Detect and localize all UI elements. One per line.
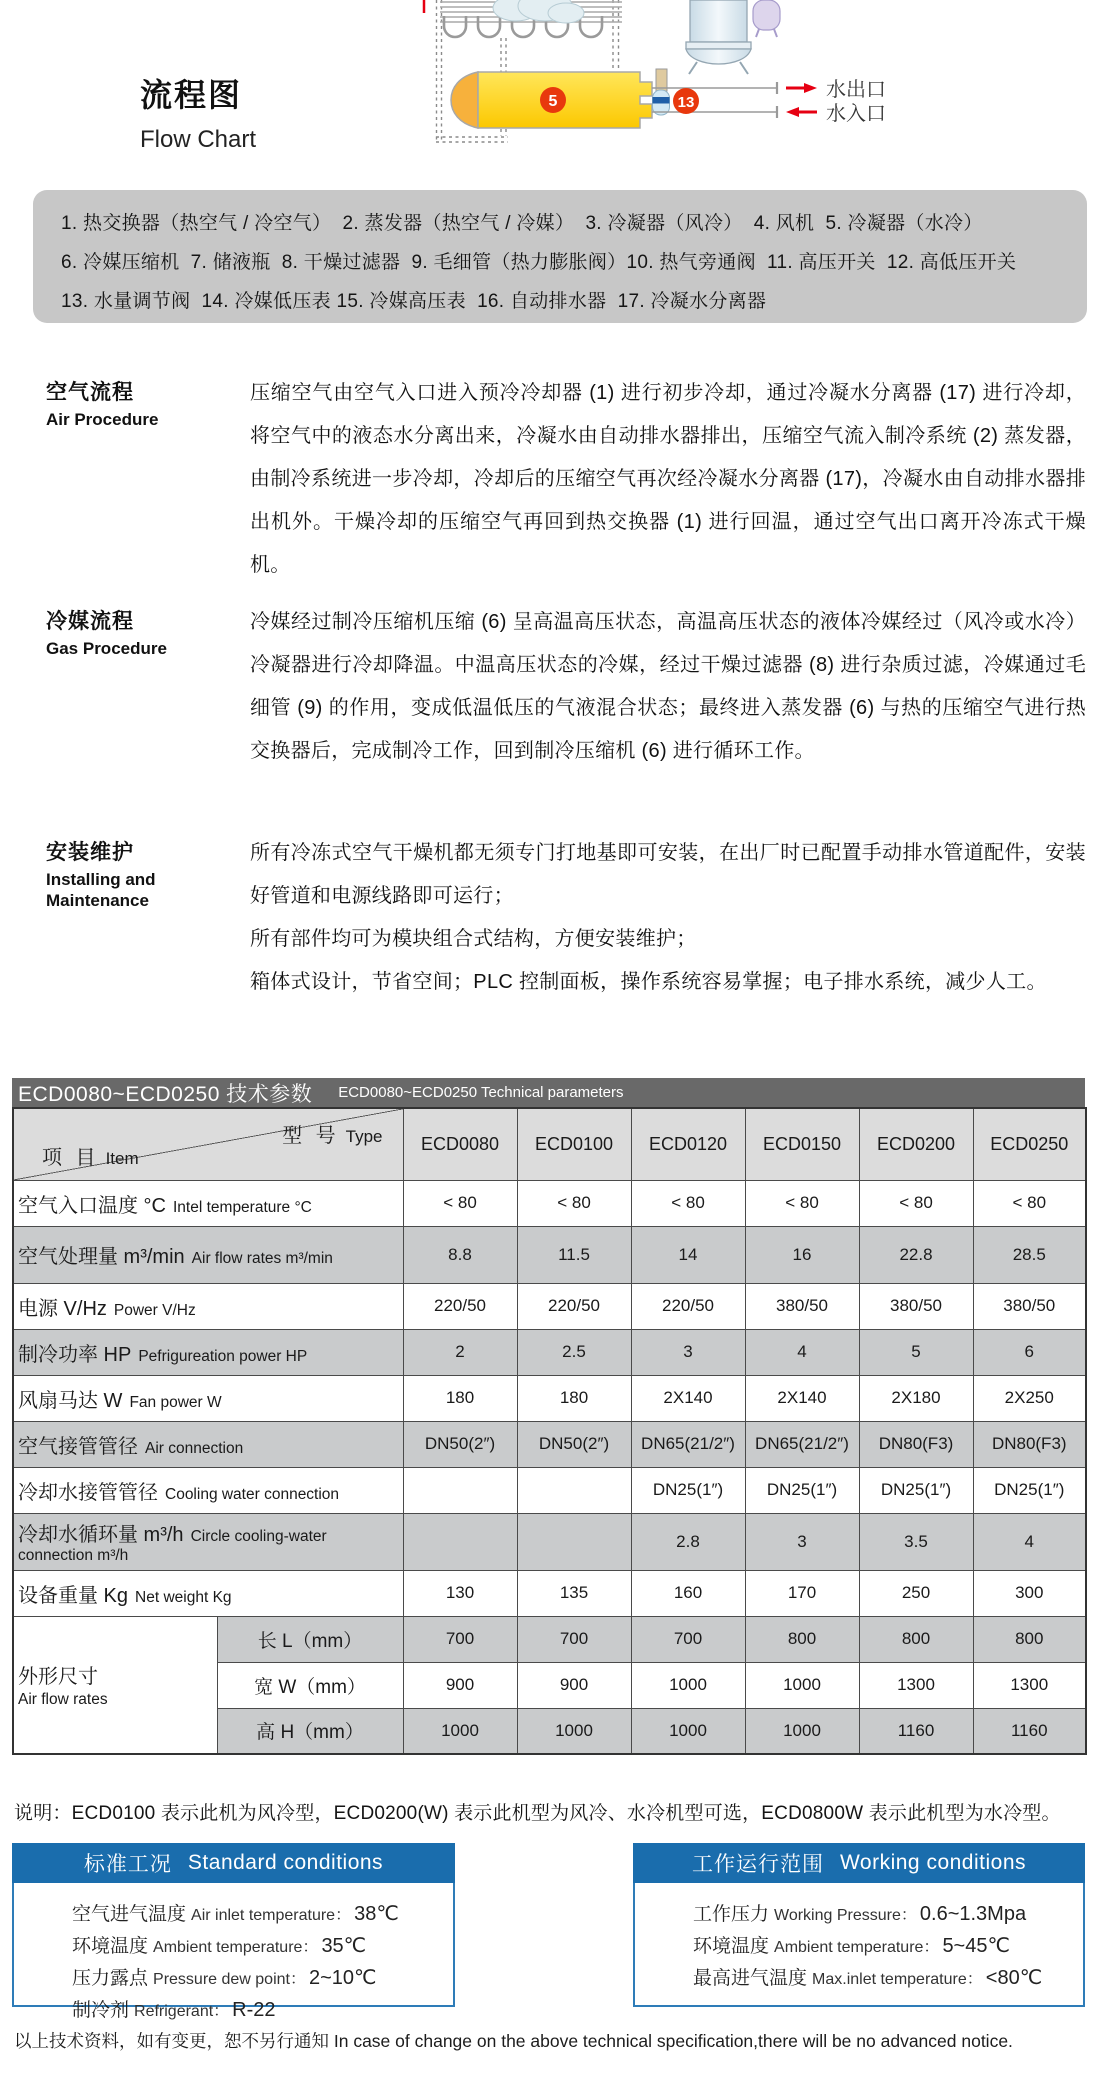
table-row [13,1375,1086,1421]
water-outlet-label: 水出口 [826,79,886,101]
section-label [46,376,246,430]
row-label-cn: 风扇马达 W [18,1389,123,1412]
condition-value: 0.6~1.3Mpa [919,1903,1027,1925]
value-cell: 2 [403,1329,517,1375]
value-cell: 11.5 [517,1226,631,1283]
row-label-cn: 冷却水接管管径 [18,1481,158,1504]
model-header-cell: ECD0080 [403,1108,517,1180]
row-label-cell [13,1283,403,1329]
svg-text:13: 13 [677,94,695,111]
svg-text:5: 5 [548,93,558,110]
condition-line [693,1963,1073,1995]
page-title-en: Flow Chart [140,126,257,153]
row-label-cn: 空气处理量 m³/min [18,1246,185,1268]
condition-value: 35℃ [321,1935,367,1957]
model-header-cell: ECD0100 [517,1108,631,1180]
condition-line [693,1931,1073,1963]
value-cell [403,1513,517,1570]
value-cell: < 80 [745,1180,859,1226]
value-cell: 1000 [403,1708,517,1754]
condition-label-en: Pressure dew point： [153,1971,306,1988]
table-row [13,1180,1086,1226]
value-cell: 220/50 [631,1283,745,1329]
value-cell: 5 [859,1329,973,1375]
value-cell: 160 [631,1570,745,1616]
value-cell: 16 [745,1226,859,1283]
condition-label-cn: 环境温度 [72,1936,149,1957]
dimension-label-cell: 长 L（mm） [217,1616,403,1662]
working-conditions-body [633,1883,1085,2007]
water-lines [652,82,777,118]
corner-type-label: 型 号 Type [282,1125,383,1147]
model-header-cell: ECD0150 [745,1108,859,1180]
standard-conditions-header: 标准工况 Standard conditions [12,1843,455,1883]
value-cell: 2X140 [631,1375,745,1421]
row-label-en: Circle cooling-water connection m³/h [18,1528,327,1564]
value-cell: 1000 [631,1662,745,1708]
value-cell: 1000 [745,1708,859,1754]
table-title-en: ECD0080~ECD0250 Technical parameters [338,1084,624,1101]
row-label-cell [13,1375,403,1421]
section-paragraph: 箱体式设计，节省空间；PLC 控制面板，操作系统容易掌握；电子排水系统，减少人工。 [250,971,1047,993]
legend-line: 1. 热交换器（热空气 / 冷空气） 2. 蒸发器（热空气 / 冷媒） 3. 冷凝器（风冷） 4. 风机 5. 冷凝器（水冷） [61,213,983,234]
value-cell: < 80 [403,1180,517,1226]
row-label-cell [13,1421,403,1467]
row-label-en: Fan power W [129,1393,222,1411]
condition-line [72,1995,443,2027]
value-cell: 6 [973,1329,1086,1375]
water-outlet-arrow [786,83,817,93]
value-cell: 900 [403,1662,517,1708]
value-cell [517,1513,631,1570]
value-cell: 1300 [973,1662,1086,1708]
value-cell: DN80(F3) [973,1421,1086,1467]
condition-value: <80℃ [985,1967,1043,1989]
table-header-row [13,1108,1086,1180]
legend-line: 13. 水量调节阀 14. 冷媒低压表 15. 冷媒高压表 16. 自动排水器 17. 冷凝水分离器 [61,291,767,312]
row-label-cn: 设备重量 Kg [18,1584,129,1607]
spec-table-wrap [12,1107,1085,1755]
value-cell: 800 [859,1616,973,1662]
value-cell: 2.8 [631,1513,745,1570]
row-label-en: Air connection [145,1439,244,1457]
section-label [46,836,246,911]
condition-label-cn: 制冷剂 [72,2000,130,2021]
condition-label-en: Ambient temperature： [774,1939,940,1956]
value-cell: 2.5 [517,1329,631,1375]
table-row [13,1283,1086,1329]
value-cell: 220/50 [403,1283,517,1329]
row-label-cell [13,1513,403,1570]
badge-13 [673,88,699,114]
table-row [13,1570,1086,1616]
table-row [13,1513,1086,1570]
vertical-tank [686,0,751,74]
value-cell: DN25(1″) [859,1467,973,1513]
value-cell: 300 [973,1570,1086,1616]
corner-item-label: 项 目 Item [42,1146,139,1169]
section-body: 冷媒经过制冷压缩机压缩 (6) 呈高温高压状态，高温高压状态的液体冷媒经过（风冷或水冷）冷凝器进行冷却降温。中温高压状态的冷媒，经过干燥过滤器 (8) 进行杂质过滤，冷媒通过毛细管 (9) 的作用，变成低温低压的气液混合状态；最终进入蒸发器 (6) 与热的压缩空气进行热交换器后，完成制冷工作，回到制冷压缩机 (6) 进行循环工作。 [250,611,1086,762]
model-header-cell: ECD0120 [631,1108,745,1180]
dimension-group-cn: 外形尺寸 [18,1666,98,1689]
water-inlet-label: 水入口 [826,103,886,125]
working-conditions-box [633,1843,1085,2007]
value-cell: 1000 [517,1708,631,1754]
value-cell: 2X140 [745,1375,859,1421]
row-label-cell [13,1226,403,1283]
table-row [13,1616,1086,1662]
value-cell: 3 [745,1513,859,1570]
small-purple-vessel [753,0,780,37]
row-label-en: Air flow rates m³/min [191,1250,333,1267]
value-cell: 1160 [973,1708,1086,1754]
value-cell: 135 [517,1570,631,1616]
value-cell: < 80 [859,1180,973,1226]
section-paragraph: 所有冷冻式空气干燥机都无须专门打地基即可安装，在出厂时已配置手动排水管道配件，安装好管道和电源线路即可运行； [250,842,1086,907]
disclaimer-footer: 以上技术资料，如有变更，恕不另行通知 In case of change on the above technical specification,there will be no advanced notice. [14,2031,1013,2051]
row-label-cn: 空气接管管径 [18,1435,138,1458]
value-cell: 220/50 [517,1283,631,1329]
condition-value: 5~45℃ [942,1935,1010,1957]
model-note: 说明：ECD0100 表示此机为风冷型，ECD0200(W) 表示此机型为风冷、水冷机型可选，ECD0800W 表示此机型为水冷型。 [14,1803,1061,1824]
condition-label-en: Working Pressure： [774,1907,917,1924]
row-label-en: Pefrigureation power HP [138,1347,308,1365]
section-title-en: Installing and Maintenance [46,870,156,910]
standard-conditions-body [12,1883,455,2021]
row-label-cn: 空气入口温度 °C [18,1194,166,1217]
value-cell: 170 [745,1570,859,1616]
value-cell: 380/50 [973,1283,1086,1329]
row-label-cn: 电源 V/Hz [18,1297,107,1320]
section-title-en: Air Procedure [46,410,159,429]
condition-label-en: Max.inlet temperature： [812,1971,983,1988]
value-cell: 800 [745,1616,859,1662]
condition-line [72,1931,443,1963]
table-row [13,1421,1086,1467]
row-label-cn: 制冷功率 HP [18,1343,132,1366]
value-cell: 180 [403,1375,517,1421]
section-paragraph: 所有部件均可为模块组合式结构，方便安装维护； [250,928,697,950]
value-cell: 22.8 [859,1226,973,1283]
value-cell [517,1467,631,1513]
row-label-cell [13,1570,403,1616]
value-cell: DN25(1″) [973,1467,1086,1513]
condition-label-cn: 最高进气温度 [693,1968,808,1989]
value-cell: 1300 [859,1662,973,1708]
row-label-cell [13,1329,403,1375]
section-label [46,605,246,659]
condition-value: 38℃ [354,1903,399,1925]
condition-label-en: Air inlet temperature： [191,1907,352,1924]
condition-label-en: Ambient temperature： [153,1939,319,1956]
value-cell: DN50(2″) [403,1421,517,1467]
value-cell: 700 [631,1616,745,1662]
table-corner-cell [13,1108,403,1180]
condition-value: R-22 [232,1999,276,2021]
condition-label-cn: 工作压力 [693,1904,770,1925]
value-cell: < 80 [517,1180,631,1226]
spec-table-body [13,1180,1086,1754]
condition-value: 2~10℃ [308,1967,377,1989]
page-title-cn: 流程图 [140,77,243,113]
table-title-cn: ECD0080~ECD0250 技术参数 [18,1082,313,1106]
table-row [13,1467,1086,1513]
value-cell: DN25(1″) [745,1467,859,1513]
value-cell: DN65(21/2″) [745,1421,859,1467]
value-cell: 900 [517,1662,631,1708]
condition-label-cn: 环境温度 [693,1936,770,1957]
section-body: 压缩空气由空气入口进入预冷冷却器 (1) 进行初步冷却，通过冷凝水分离器 (17) 进行冷却，将空气中的液态水分离出来，冷凝水由自动排水器排出，压缩空气流入制冷系统 (2) 蒸发器，由制冷系统进一步冷却，冷却后的压缩空气再次经冷凝水分离器 (17)，冷凝水由自动排水器排出机外。干燥冷却的压缩空气再回到热交换器 (1) 进行回温，通过空气出口离开冷冻式干燥机。 [250,382,1086,576]
row-label-en: Cooling water connection [165,1485,340,1503]
table-title-bar [12,1078,1085,1107]
model-header-cell: ECD0200 [859,1108,973,1180]
value-cell: DN25(1″) [631,1467,745,1513]
value-cell: 4 [745,1329,859,1375]
value-cell: 250 [859,1570,973,1616]
value-cell: DN65(21/2″) [631,1421,745,1467]
row-label-cell [13,1180,403,1226]
value-cell: 180 [517,1375,631,1421]
condition-label-cn: 压力露点 [72,1968,149,1989]
condition-line [72,1963,443,1995]
value-cell: 2X250 [973,1375,1086,1421]
value-cell: 14 [631,1226,745,1283]
value-cell: 700 [517,1616,631,1662]
value-cell: 700 [403,1616,517,1662]
value-cell: 28.5 [973,1226,1086,1283]
legend-line: 6. 冷媒压缩机 7. 储液瓶 8. 干燥过滤器 9. 毛细管（热力膨胀阀）10. 热气旁通阀 11. 高压开关 12. 高低压开关 [61,252,1017,273]
component-legend [33,190,1087,323]
section-title-cn: 冷媒流程 [46,610,134,633]
value-cell: 130 [403,1570,517,1616]
section-title-cn: 空气流程 [46,381,134,404]
value-cell: 1000 [631,1708,745,1754]
section-title-en: Gas Procedure [46,639,167,658]
water-inlet-arrow [786,107,817,117]
page-title [140,70,256,154]
section-body [250,832,1086,1004]
table-row [13,1226,1086,1283]
spec-table [12,1107,1087,1755]
dimension-group-en: Air flow rates [18,1691,108,1709]
value-cell: 3.5 [859,1513,973,1570]
value-cell: DN80(F3) [859,1421,973,1467]
value-cell: 4 [973,1513,1086,1570]
value-cell: 3 [631,1329,745,1375]
model-header-cell: ECD0250 [973,1108,1086,1180]
row-label-cell [13,1467,403,1513]
section-title-cn: 安装维护 [46,841,134,864]
value-cell: < 80 [973,1180,1086,1226]
badge-5 [540,87,566,113]
condition-line [72,1899,443,1931]
value-cell: 8.8 [403,1226,517,1283]
row-label-en: Net weight Kg [135,1588,232,1606]
value-cell: < 80 [631,1180,745,1226]
water-regulating-valve [653,69,670,115]
standard-conditions-box [12,1843,455,2021]
dimension-group-cell [13,1616,217,1754]
row-label-en: Power V/Hz [113,1301,196,1319]
value-cell: 1000 [745,1662,859,1708]
value-cell [403,1467,517,1513]
row-label-cn: 冷却水循环量 m³/h [18,1524,184,1546]
condition-line [693,1899,1073,1931]
dimension-label-cell: 高 H（mm） [217,1708,403,1754]
value-cell: 1160 [859,1708,973,1754]
condition-label-cn: 空气进气温度 [72,1904,187,1925]
value-cell: 380/50 [859,1283,973,1329]
condition-label-en: Refrigerant： [134,2003,230,2020]
dimension-label-cell: 宽 W（mm） [217,1662,403,1708]
value-cell: 380/50 [745,1283,859,1329]
row-label-en: Intel temperature °C [173,1198,312,1216]
condensate-cloud [493,0,584,23]
value-cell: 2X180 [859,1375,973,1421]
table-row [13,1329,1086,1375]
working-conditions-header: 工作运行范围 Working conditions [633,1843,1085,1883]
value-cell: 800 [973,1616,1086,1662]
value-cell: DN50(2″) [517,1421,631,1467]
